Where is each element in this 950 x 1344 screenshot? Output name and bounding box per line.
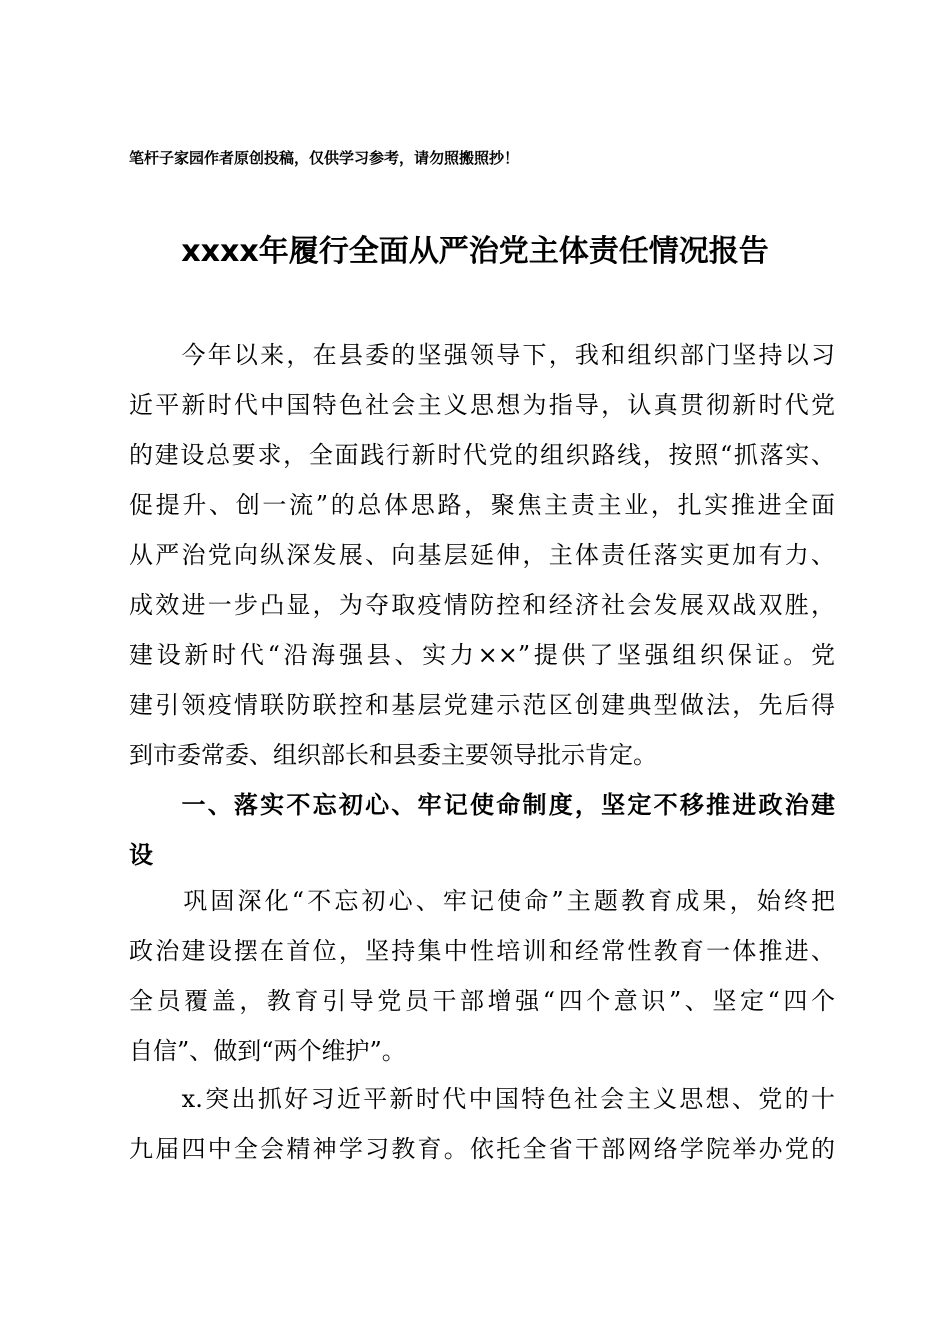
paragraph-line: 政治建设摆在首位，坚持集中性培训和经常性教育一体推进、 (129, 937, 835, 965)
copyright-notice: 笔杆子家园作者原创投稿，仅供学习参考，请勿照搬照抄！ (129, 149, 520, 167)
paragraph-line: 从严治党向纵深发展、向基层延伸，主体责任落实更加有力、 (129, 541, 835, 569)
paragraph-line: 今年以来，在县委的坚强领导下，我和组织部门坚持以习 (129, 341, 835, 369)
intro-paragraph (129, 330, 835, 780)
section-heading (129, 780, 835, 880)
paragraph-line: 促提升、创一流”的总体思路，聚焦主责主业，扎实推进全面 (129, 491, 835, 519)
heading-line: 一、落实不忘初心、牢记使命制度，坚定不移推进政治建 (129, 791, 835, 819)
section-paragraph (129, 876, 835, 1076)
paragraph-line: x.突出抓好习近平新时代中国特色社会主义思想、党的十 (129, 1085, 835, 1113)
paragraph-line: 的建设总要求，全面践行新时代党的组织路线，按照“抓落实、 (129, 441, 835, 469)
subsection-paragraph (129, 1074, 835, 1174)
paragraph-line: 九届四中全会精神学习教育。依托全省干部网络学院举办党的 (129, 1135, 835, 1163)
paragraph-line: 到市委常委、组织部长和县委主要领导批示肯定。 (129, 741, 657, 769)
paragraph-line: 巩固深化“不忘初心、牢记使命”主题教育成果，始终把 (129, 887, 835, 915)
document-title: xxxx年履行全面从严治党主体责任情况报告 (181, 234, 769, 269)
paragraph-line: 自信”、做到“两个维护”。 (129, 1037, 406, 1065)
paragraph-line: 成效进一步凸显，为夺取疫情防控和经济社会发展双战双胜， (129, 591, 835, 619)
paragraph-line: 近平新时代中国特色社会主义思想为指导，认真贯彻新时代党 (129, 391, 835, 419)
heading-line: 设 (129, 841, 153, 869)
paragraph-line: 全员覆盖，教育引导党员干部增强“四个意识”、坚定“四个 (129, 987, 835, 1015)
paragraph-line: 建引领疫情联防联控和基层党建示范区创建典型做法，先后得 (129, 691, 835, 719)
paragraph-line: 建设新时代“沿海强县、实力××”提供了坚强组织保证。党 (129, 641, 835, 669)
